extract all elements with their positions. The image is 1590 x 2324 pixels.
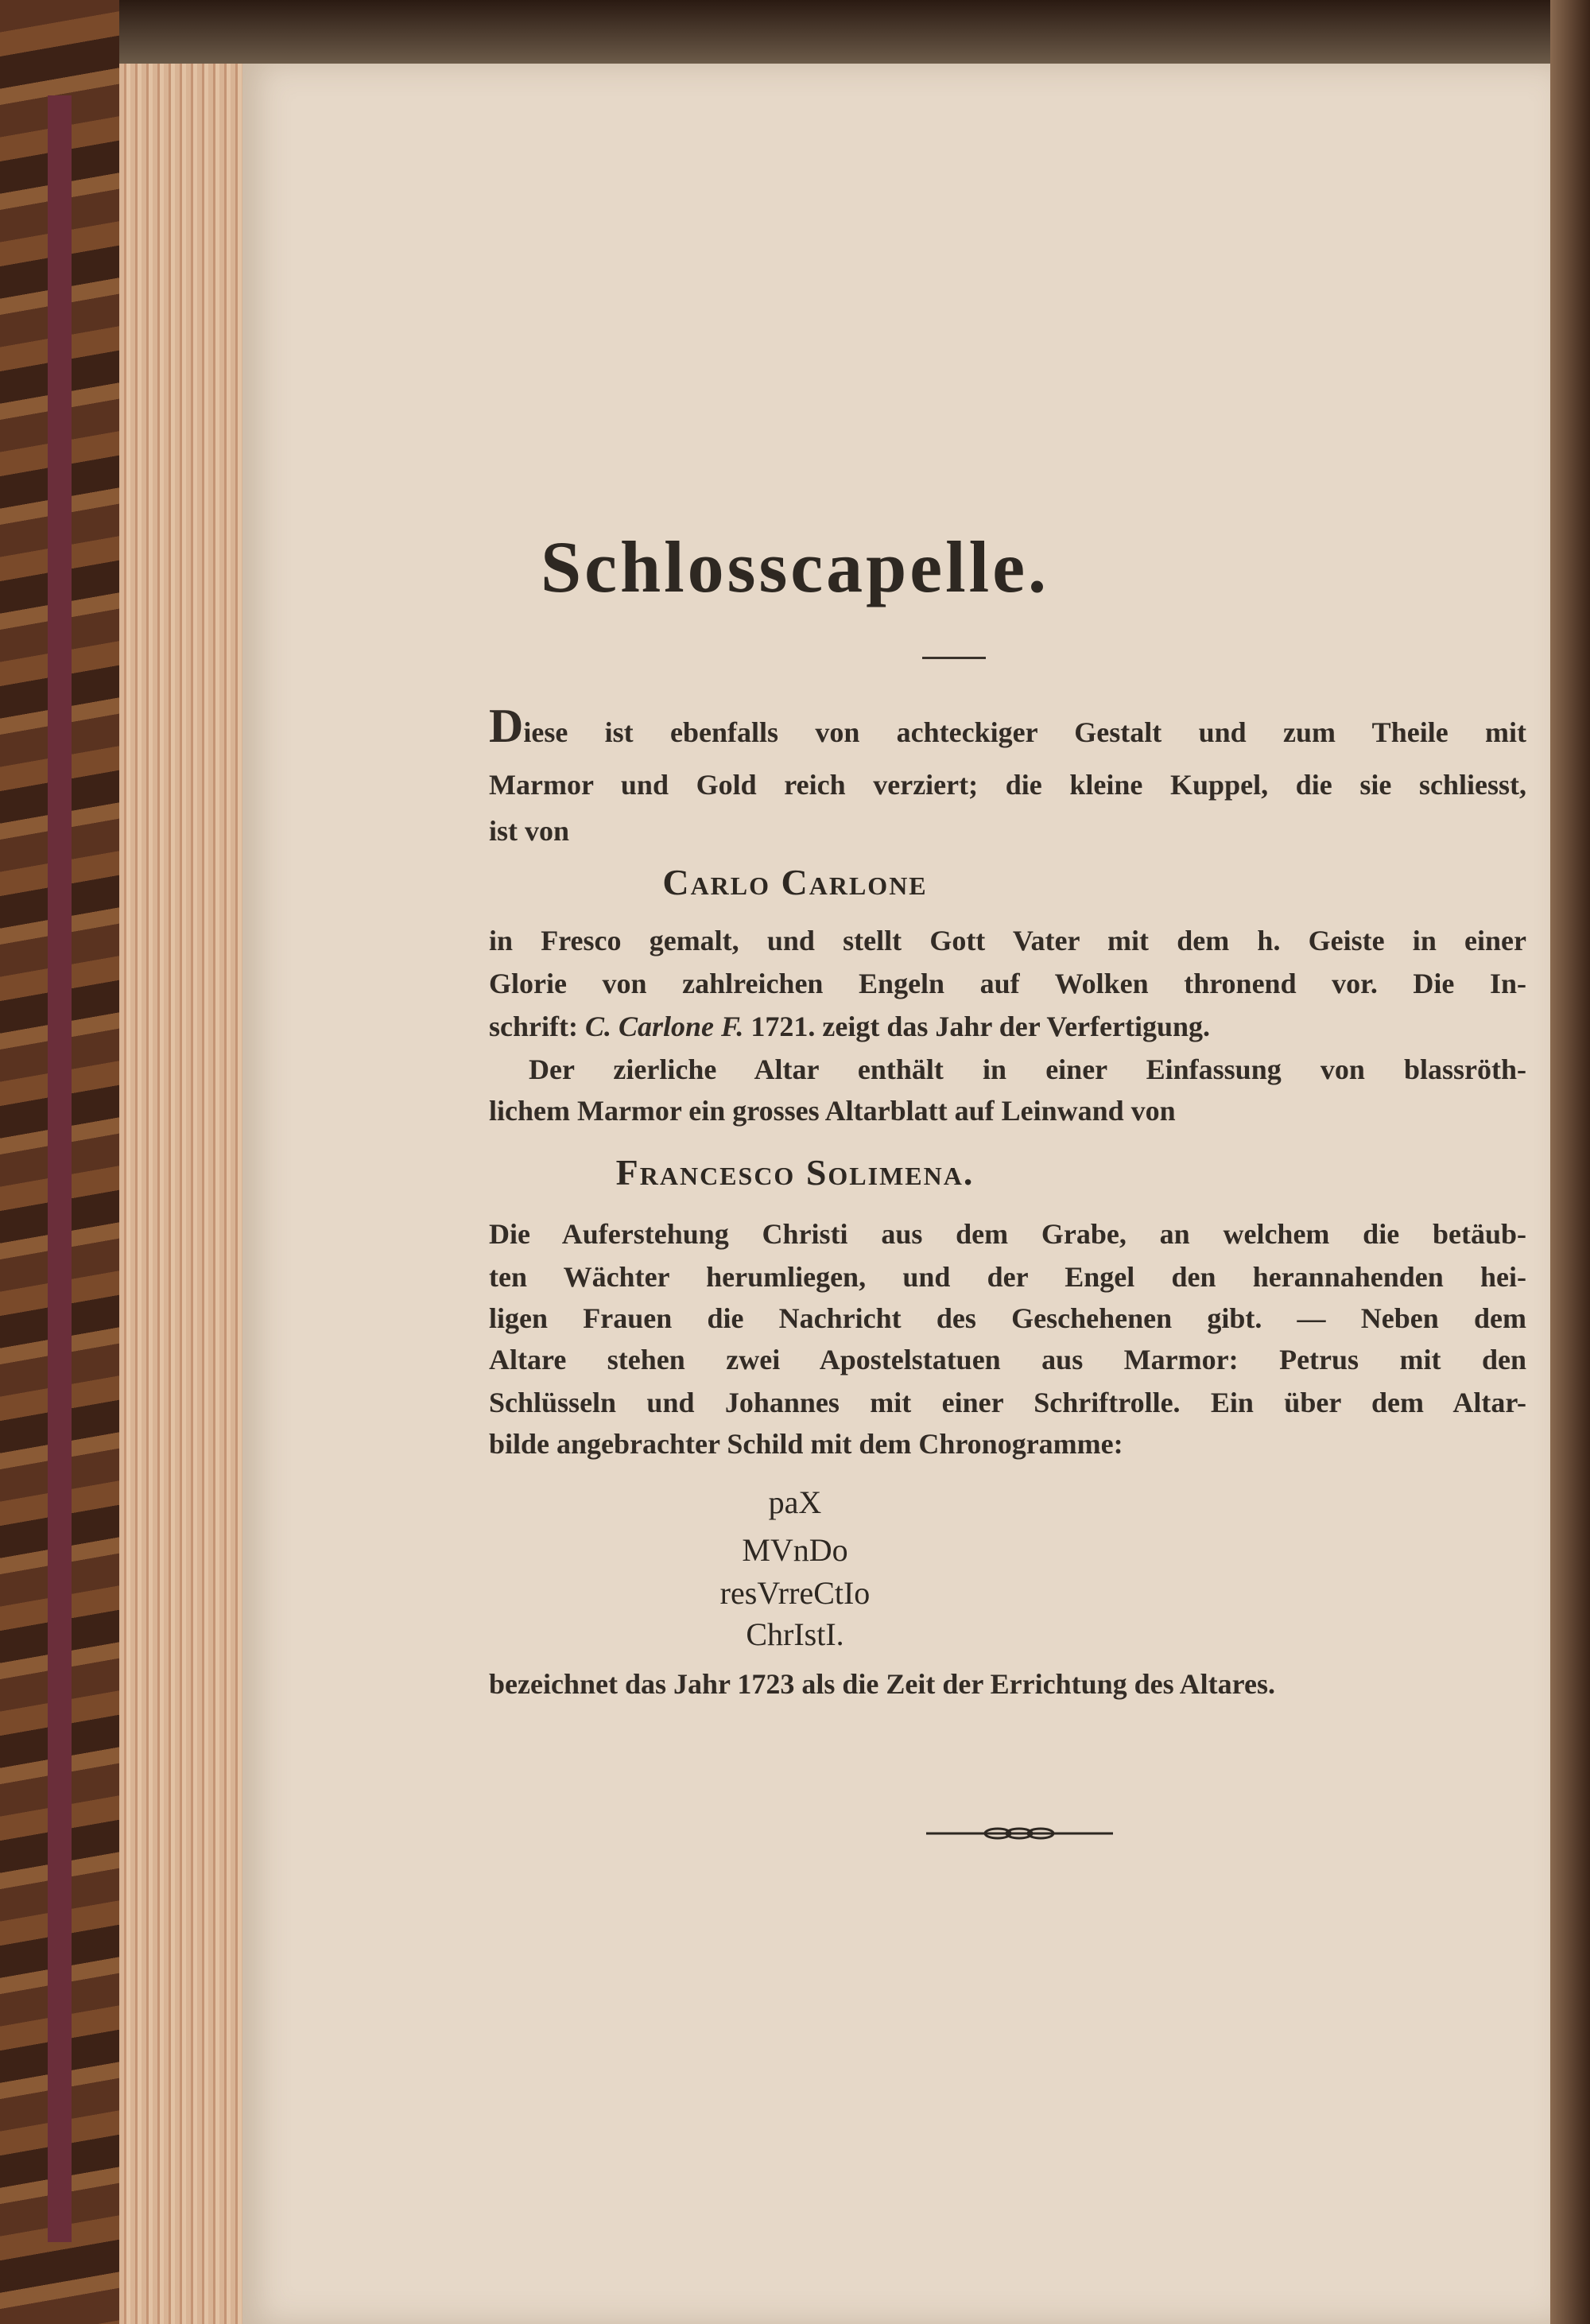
- line-text: 1721. zeigt das Jahr der Verfertigung.: [743, 1011, 1211, 1042]
- artist-name-carlone: Carlo Carlone: [662, 862, 928, 902]
- para4-line-1: Die Auferstehung Christi aus dem Grabe, an welchem die betäub-: [489, 1218, 1526, 1250]
- drop-cap: D: [489, 700, 524, 752]
- para4-line-3: ligen Frauen die Nachricht des Geschehenen gibt. — Neben dem: [489, 1302, 1526, 1334]
- artist-name-solimena: Francesco Solimena.: [615, 1152, 975, 1193]
- para4-line-6: bilde angebrachter Schild mit dem Chronogramme:: [489, 1428, 1123, 1460]
- para3-line-1: Der zierliche Altar enthält in einer Einfassung von blassröth-: [529, 1053, 1526, 1085]
- chronogram-line-1: paX: [768, 1484, 822, 1520]
- para2-line-2: Glorie von zahlreichen Engeln auf Wolken thronend vor. Die In-: [489, 968, 1526, 999]
- para3-line-2: lichem Marmor ein grosses Altarblatt auf Leinwand von: [489, 1095, 1176, 1127]
- chronogram-line-4: ChrIstI.: [746, 1616, 844, 1652]
- para1-line-1: [489, 700, 1526, 752]
- page-title: Schlosscapelle.: [540, 526, 1050, 607]
- para4-line-2: ten Wächter herumliegen, und der Engel den herannahenden hei-: [489, 1261, 1526, 1293]
- chronogram-line-2: MVnDo: [742, 1532, 848, 1568]
- line-text: schrift:: [489, 1011, 585, 1042]
- chronogram-line-3: resVrreCtIo: [719, 1575, 871, 1611]
- book-top-edge: [119, 0, 1590, 64]
- para4-line-4: Altare stehen zwei Apostelstatuen aus Marmor: Petrus mit den: [489, 1344, 1526, 1375]
- book-page: [242, 64, 1550, 2324]
- title-rule: [922, 657, 986, 659]
- closing-line: bezeichnet das Jahr 1723 als die Zeit der Errichtung des Altares.: [489, 1668, 1275, 1700]
- para1-line-3: ist von: [489, 815, 570, 847]
- para2-line-3: [489, 1010, 1526, 1043]
- inscription: C. Carlone F.: [584, 1011, 744, 1042]
- ornamental-divider: [926, 1825, 1113, 1841]
- para4-line-5: Schlüsseln und Johannes mit einer Schriftrolle. Ein über dem Altar-: [489, 1387, 1526, 1418]
- page-edges: [119, 64, 246, 2324]
- para1-line-2: Marmor und Gold reich verziert; die kleine Kuppel, die sie schliesst,: [489, 769, 1526, 801]
- line-text: iese ist ebenfalls von achteckiger Gestalt und zum Theile mit: [523, 716, 1526, 748]
- para2-line-1: in Fresco gemalt, und stellt Gott Vater mit dem h. Geiste in einer: [489, 925, 1526, 956]
